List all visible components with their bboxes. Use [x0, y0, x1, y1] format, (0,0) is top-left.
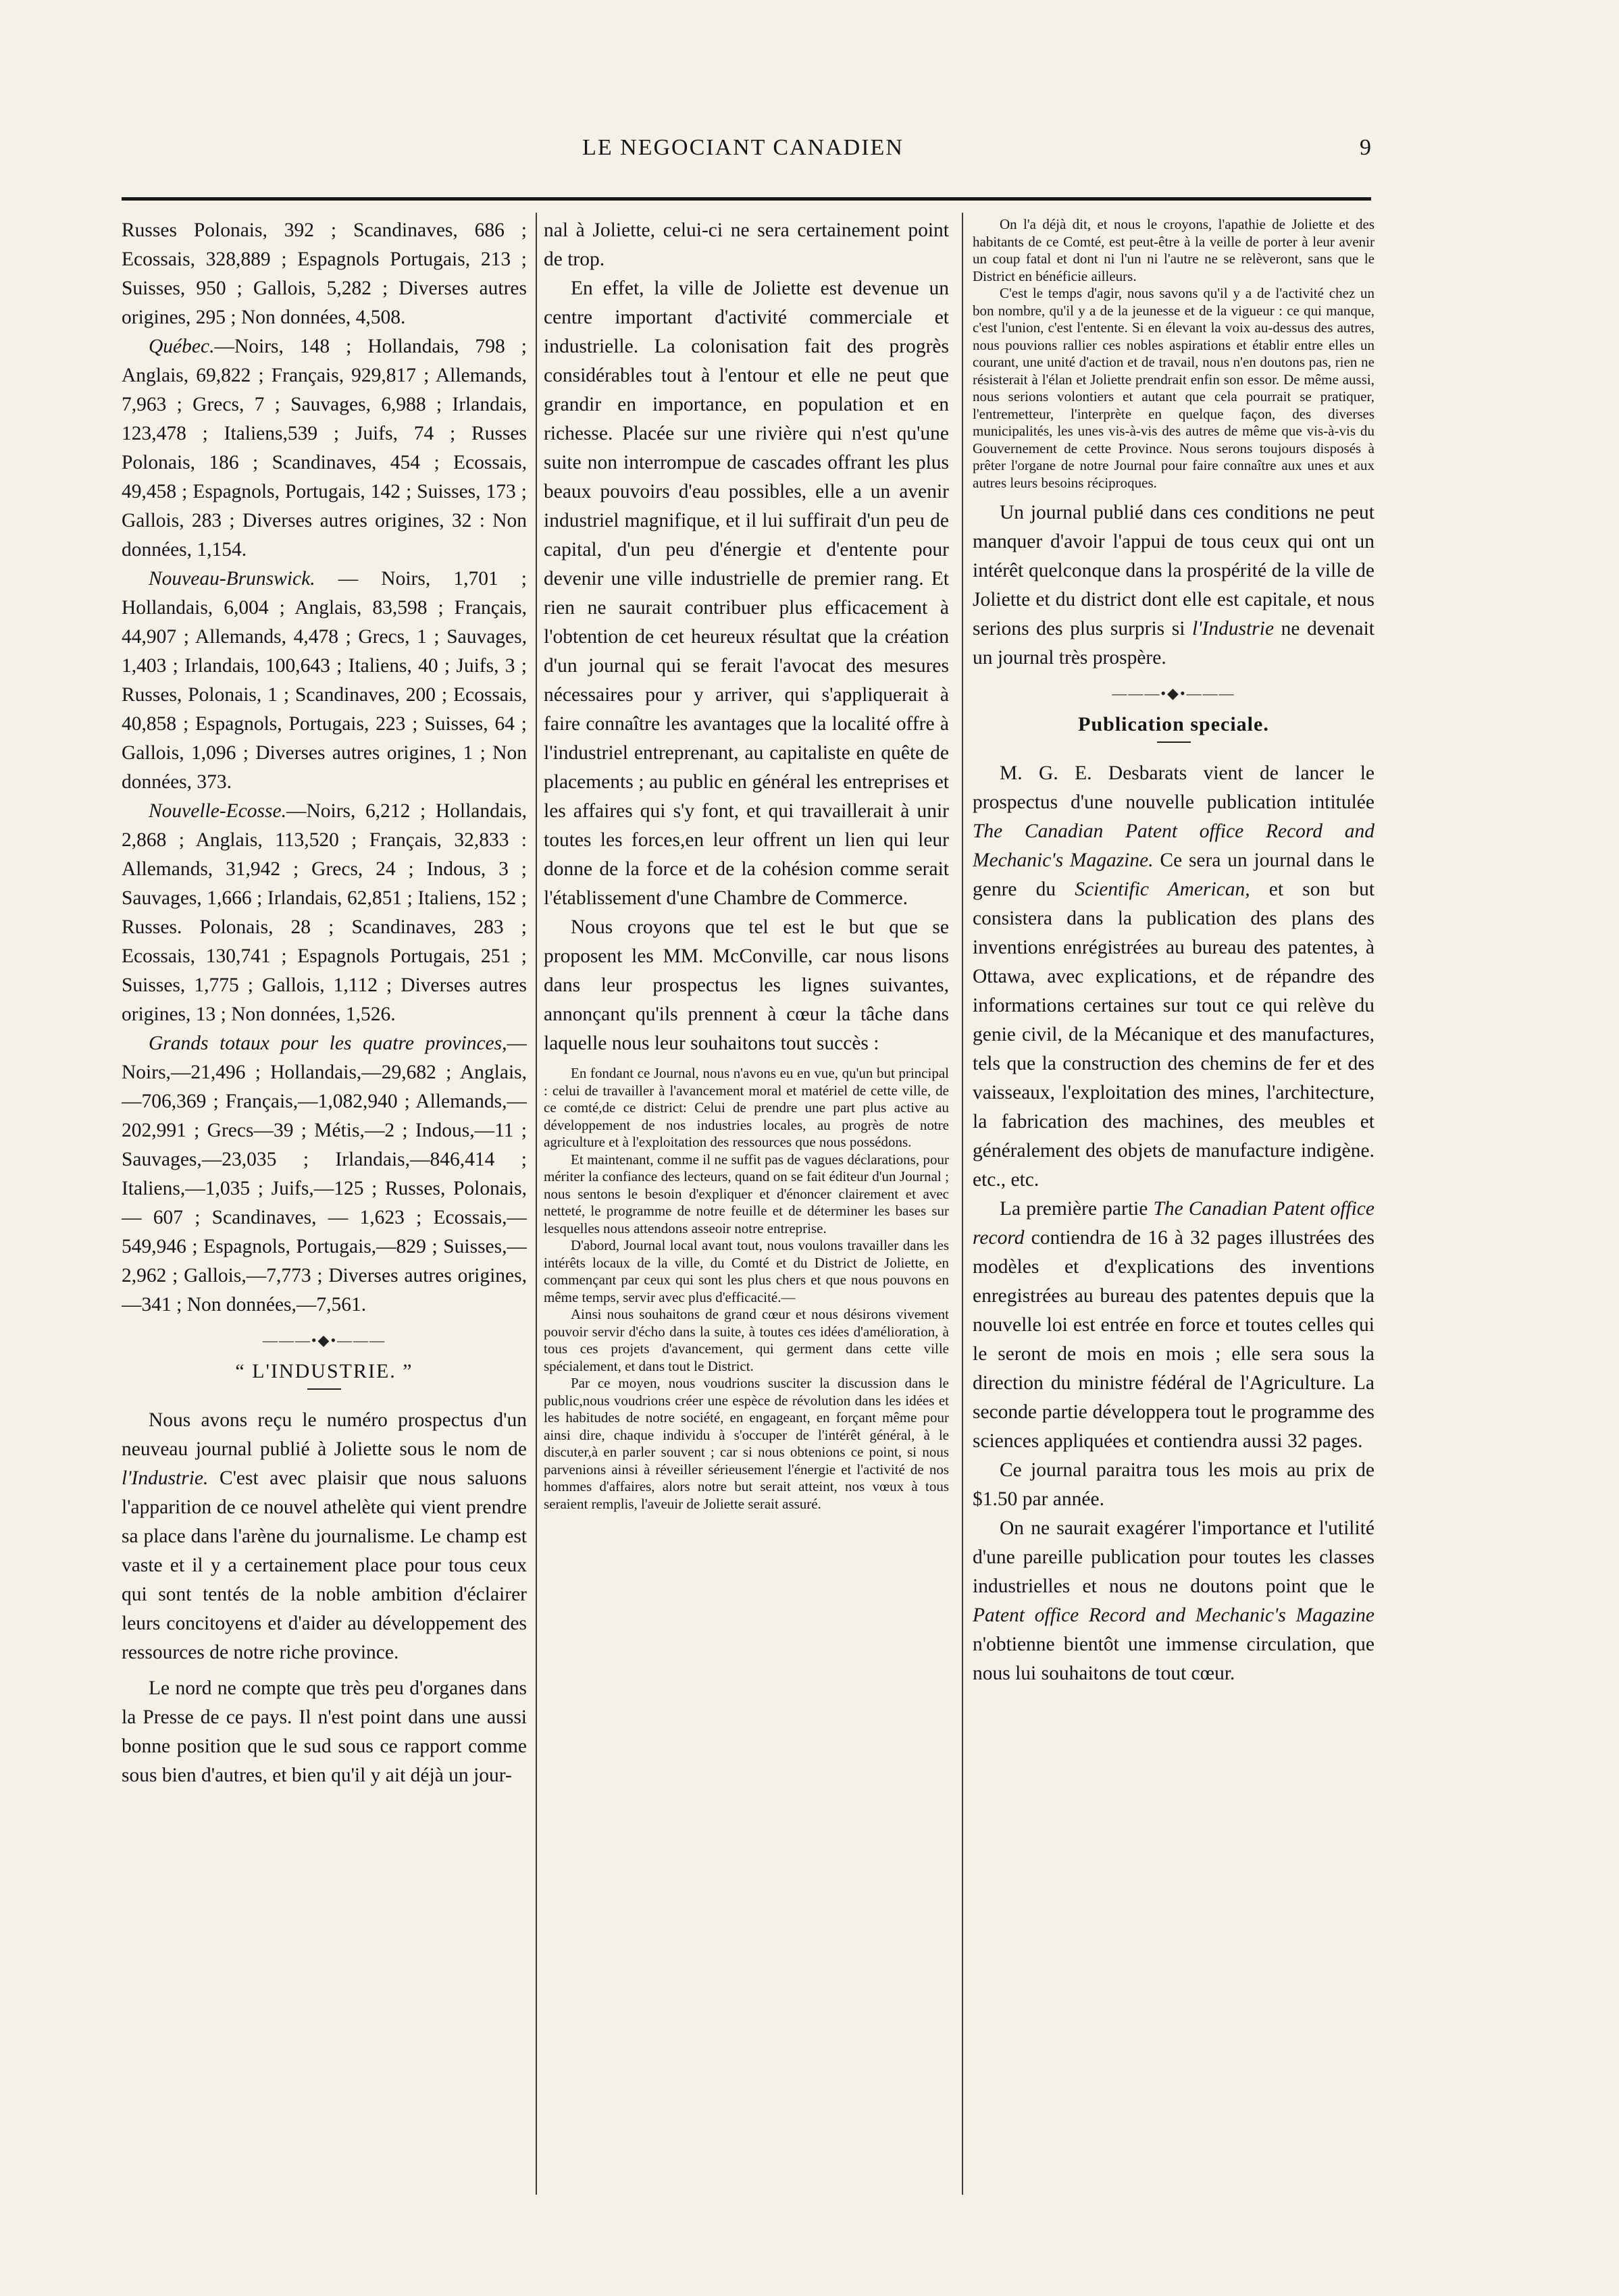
col2-paragraph-3: Nous croyons que tel est le but que se proposent les MM. McConville, car nous lisons dans leur prospectus les lignes suivantes, annonçant qu'ils prennent à cœur la tâche dans laquelle nous leur souhaitons tout succès : — [544, 916, 949, 1054]
header-rule — [122, 197, 1371, 201]
publication-paragraph-1: M. G. E. Desbarats vient de lancer le prospectus d'une nouvelle publication intitulée The Canadian Patent office Record and Mechanic's Magazine. Ce sera un journal dans le genre du Scientific American, et son but consistera dans la publication des plans des inventions enrégistrées au bureau des patentes, à Ottawa, avec explications, et de répandre des informations certaines sur tout ce qui relève du genie civil, de la Mécanique et des manufactures, tels que la construction des chemins de fer et des vaisseaux, l'exploitation des mines, l'architecture, la fabrication des machines, des meubles et généralement des objets de manufacture indigène. etc., etc. — [973, 762, 1374, 1191]
census-nouvelle-ecosse: Nouvelle-Ecosse.—Noirs, 6,212 ; Hollandais, 2,868 ; Anglais, 113,520 ; Français, 32,833 : Allemands, 31,942 ; Grecs, 24 ; Indous, 3 ; Sauvages, 1,666 ; Irlandais, 62,851 ; Italiens, 152 ; Russes. Polonais, 28 ; Scandinaves, 283 ; Ecossais, 130,741 ; Espagnols Portugais, 251 ; Suisses, 1,775 ; Gallois, 1,112 ; Diverses autres origines, 13 ; Non données, 1,526. — [122, 800, 527, 1025]
ornament-separator-2: ———•◆•——— — [1112, 685, 1235, 702]
col2-paragraph-2: En effet, la ville de Joliette est devenue un centre important d'activité commerciale et industrielle. La colonisation fait des progrès considérables tout à l'entour et elle ne peut que grandir en importance, en population et en richesse. Placée sur une rivière qui n'est qu'une suite non interrompue de cascades offrant les plus beaux pouvoirs d'eau possibles, elle a un avenir industriel magnifique, et il lui suffirait d'un peu de capital, d'un peu d'énergie et d'entente pour devenir une ville industrielle de premier rang. Et rien ne saurait contribuer plus efficacement à l'obtention de cet heureux résultat que la création d'un journal qui se ferait l'avocat des mesures nécessaires pour y arriver, qui s'appliquerait à faire connaître les avantages que la localité offre à l'industriel entreprenant, au capitaliste en quête de placements ; au public en général les entreprises et les affaires qui s'y font, et qui travaillerait à unir toutes les forces,en leur offrent un lien qui leur donne de la force et de la cohésion comme serait l'établissement d'une Chambre de Commerce. — [544, 278, 949, 909]
ornament-separator: ———•◆•——— — [262, 1332, 386, 1349]
industrie-paragraph-1: Nous avons reçu le numéro prospectus d'un neuveau journal publié à Joliette sous le nom de l'Industrie. C'est avec plaisir que nous saluons l'apparition de ce nouvel athelète qui vient prendre sa place dans l'arène du journalisme. Le champ est vaste et il y a certainement place pour tous ceux qui sont tentés de la noble ambition d'éclairer leurs concitoyens et d'aider au développement des ressources de notre riche province. — [122, 1409, 527, 1663]
publication-paragraph-4: On ne saurait exagérer l'importance et l'utilité d'une pareille publication pour toutes les classes industrielles et nous ne doutons point que le Patent office Record and Mechanic's Magazine n'obtienne bientôt une immense circulation, que nous lui souhaitons de tout cœur. — [973, 1517, 1374, 1684]
article-heading-industrie: “ L'INDUSTRIE. ” — [235, 1360, 413, 1382]
publication-paragraph-2: La première partie The Canadian Patent office record contiendra de 16 à 32 pages illustrées des modèles et d'explications des inventions enregistrées au bureau des patentes depuis que la nouvelle loi est entrée en force et toutes celles qui le seront de mois en mois ; elle sera sous la direction du ministre fédéral de l'Agriculture. La seconde partie développera tout le programme des sciences appliquées et contiendra aussi 32 pages. — [973, 1198, 1374, 1452]
column-divider-2 — [962, 213, 963, 2195]
quote-paragraph-5: Par ce moyen, nous voudrions susciter la discussion dans le public,nous voudrions créer une espèce de révolution dans les idées et les habitudes de notre société, en engageant, en forçant même pour ainsi dire, chaque individu à s'occuper de l'intérêt général, à le discuter,à en parler souvent ; car si nous obtenions ce point, si nous parvenions ainsi à réveiller sérieusement l'énergie et l'activité de nos hommes d'affaires, alors notre but serait atteint, nos vœux à tous seraient remplis, l'aveuir de Joliette serait assuré. — [544, 1375, 949, 1512]
census-quebec: Québec.—Noirs, 148 ; Hollandais, 798 ; Anglais, 69,822 ; Français, 929,817 ; Allemands, 7,963 ; Grecs, 7 ; Sauvages, 6,988 ; Irlandais, 123,478 ; Italiens,539 ; Juifs, 74 ; Russes Polonais, 186 ; Scandinaves, 454 ; Ecossais, 49,458 ; Espagnols, Portugais, 142 ; Suisses, 173 ; Gallois, 283 ; Diverses autres origines, 32 : Non données, 1,154. — [122, 336, 527, 560]
totals-label: Grands totaux pour les quatre provinces, — [149, 1033, 507, 1054]
article-heading-publication: Publication speciale. — [1078, 713, 1269, 735]
quote-paragraph-1: En fondant ce Journal, nous n'avons eu en vue, qu'un but principal : celui de travailler à l'avancement moral et matériel de cette ville, de ce comté,de ce district: Celui de prendre une part plus active au développement de nos industries locales, au progrès de notre agriculture et à l'exploitation des ressources que nous possédons. — [544, 1065, 949, 1150]
column-divider-1 — [536, 213, 537, 2195]
province-label-ne: Nouvelle-Ecosse. — [149, 800, 286, 822]
quote-paragraph-7: C'est le temps d'agir, nous savons qu'il y a de l'activité chez un bon nombre, qu'il y a de la jeunesse et de la vigueur : ce qui manque, c'est l'union, c'est l'entente. Si en élevant la voix au-dessus des autres, nous pouvions rallier ces nobles aspirations et établir entre elles un courant, une unité d'action et de travail, nous n'en doutons pas, rien ne résisterait à l'élan et Joliette prendrait enfin son essor. De même aussi, nous serions volontiers et autant que cela pourrait se pratiquer, l'entremetteur, l'interprète en quelque façon, des diverses municipalités, les unes vis-à-vis des autres de même que vis-à-vis du Gouvernement de cette Province. Nous serons toujours disposés à prêter l'organe de notre Journal pour faire connaître aux unes et aux autres leurs besoins réciproques. — [973, 285, 1374, 491]
page-number: 9 — [1360, 135, 1371, 160]
industrie-paragraph-2: Le nord ne compte que très peu d'organes dans la Presse de ce pays. Il n'est point dans une aussi bonne position que le sud sous ce rapport comme sous bien d'autres, et bien qu'il y ait déjà un jour- — [122, 1677, 527, 1786]
quote-paragraph-6: On l'a déjà dit, et nous le croyons, l'apathie de Joliette et des habitants de ce Comté, est peut-être à la veille de porter à leur avenir un coup fatal et dont ni l'un ni l'autre ne se relèveront, sans que le District en bénéficie ailleurs. — [973, 216, 1374, 284]
province-label-nb: Nouveau-Brunswick. — [149, 568, 315, 590]
quote-paragraph-4: Ainsi nous souhaitons de grand cœur et nous désirons vivement pouvoir servir d'écho dans la suite, à toutes ces idées d'amélioration, à tous ces projets d'avancement, qui germent dans cette ville spécialement, et dans tout le District. — [544, 1306, 949, 1374]
col2-paragraph-1: nal à Joliette, celui-ci ne sera certainement point de trop. — [544, 219, 949, 270]
masthead — [122, 135, 1371, 176]
census-nouveau-brunswick: Nouveau-Brunswick. — Noirs, 1,701 ; Hollandais, 6,004 ; Anglais, 83,598 ; Français, 44,907 ; Allemands, 4,478 ; Grecs, 1 ; Sauvages, 1,403 ; Irlandais, 100,643 ; Italiens, 40 ; Juifs, 3 ; Russes, Polonais, 1 ; Scandinaves, 200 ; Ecossais, 40,858 ; Espagnols, Portugais, 223 ; Suisses, 64 ; Gallois, 1,096 ; Diverses autres origines, 1 ; Non données, 373. — [122, 568, 527, 793]
quote-paragraph-3: D'abord, Journal local avant tout, nous voulons travailler dans les intérêts locaux de la ville, du Comté et du District de Joliette, en commençant par ceux qui sont les plus chers et que nous pouvons en même temps, servir avec plus d'efficacité.— — [544, 1237, 949, 1305]
census-totals: Grands totaux pour les quatre provinces,—Noirs,—21,496 ; Hollandais,—29,682 ; Anglais,—706,369 ; Français,—1,082,940 ; Allemands,—202,991 ; Grecs—39 ; Métis,—2 ; Indous,—11 ; Sauvages,—23,035 ; Irlandais,—846,414 ; Italiens,—1,035 ; Juifs,—125 ; Russes, Polonais,— 607 ; Scandinaves, — 1,623 ; Ecossais,—549,946 ; Espagnols, Portugais,—829 ; Suisses,—2,962 ; Gallois,—7,773 ; Diverses autres origines,—341 ; Non données,—7,561. — [122, 1033, 527, 1315]
heading-rule — [307, 1388, 341, 1390]
col3-paragraph-1: Un journal publié dans ces conditions ne peut manquer d'avoir l'appui de tous ceux qui ont un intérêt quelconque dans la prospérité de la ville de Joliette et du district dont elle est capitale, et nous serions des plus surpris si l'Industrie ne devenait un journal très prospère. — [973, 502, 1374, 669]
census-paragraph-end: Russes Polonais, 392 ; Scandinaves, 686 ; Ecossais, 328,889 ; Espagnols Portugais, 213 ; Suisses, 950 ; Gallois, 5,282 ; Diverses autres origines, 295 ; Non données, 4,508. — [122, 219, 527, 328]
publication-paragraph-3: Ce journal paraitra tous les mois au prix de $1.50 par année. — [973, 1459, 1374, 1510]
column-3 — [973, 216, 1374, 2215]
column-1 — [122, 216, 527, 2215]
newspaper-title: LE NEGOCIANT CANADIEN — [582, 135, 904, 160]
quote-paragraph-2: Et maintenant, comme il ne suffit pas de vagues déclarations, pour mériter la confiance des lecteurs, quand on se fait éditeur d'un Journal ; nous sentons le besoin d'expliquer et d'énoncer clairement et avec netteté, le programme de notre feuille et de déterminer les bases sur lesquelles nous attendons asseoir notre entreprise. — [544, 1151, 949, 1236]
province-label-quebec: Québec. — [149, 336, 215, 357]
heading-rule-2 — [1157, 741, 1191, 743]
column-2 — [544, 216, 949, 2215]
